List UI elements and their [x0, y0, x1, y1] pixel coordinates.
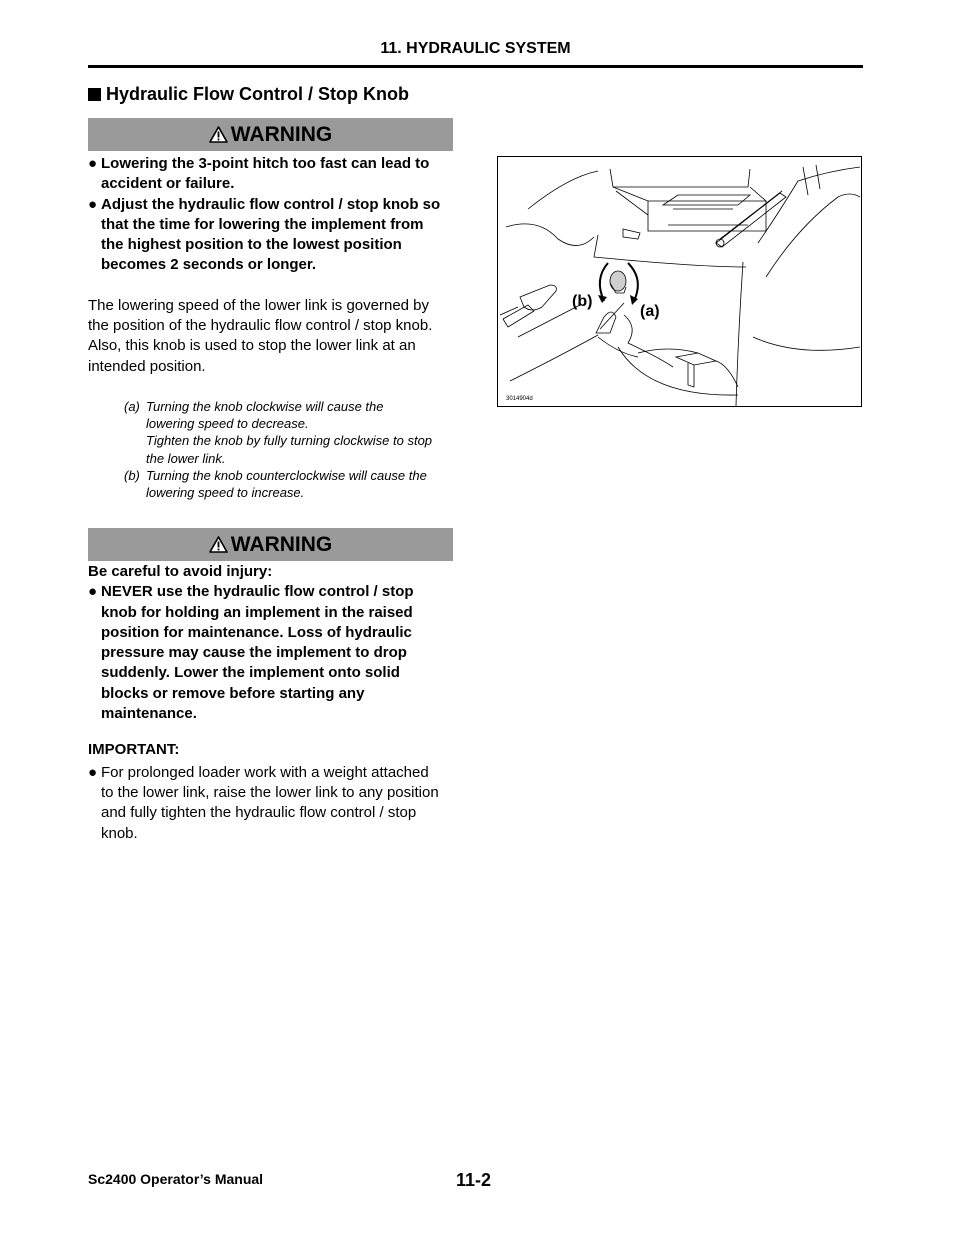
text-line: NEVER use the hydraulic flow control / stop — [101, 583, 414, 601]
text-line: maintenance. — [101, 705, 197, 723]
text-line: blocks or remove before starting any — [101, 684, 365, 702]
figure-code: 3014904d — [506, 396, 533, 402]
warning-triangle-icon — [209, 126, 228, 143]
tractor-seat-area-drawing — [498, 157, 861, 406]
figure-notes — [124, 398, 454, 501]
text-line: knob for holding an implement in the raised — [101, 603, 413, 621]
text-line: that the time for lowering the implement from — [101, 215, 424, 233]
warning-item — [88, 582, 456, 724]
warning-item — [88, 154, 456, 195]
text-line: becomes 2 seconds or longer. — [101, 256, 317, 274]
important-item — [88, 763, 456, 844]
warning-triangle-icon — [209, 536, 228, 553]
text-line: the highest position to the lowest position — [101, 236, 402, 254]
text-line: knob. — [101, 824, 138, 842]
bullet-icon: ● — [88, 764, 98, 781]
text-line: lowering speed to decrease. — [146, 416, 309, 432]
section-title-text: Hydraulic Flow Control / Stop Knob — [106, 84, 409, 104]
bullet-icon: ● — [88, 195, 98, 213]
text-line: and fully tighten the hydraulic flow control / stop — [101, 804, 417, 822]
section-title — [88, 84, 409, 105]
text-line: For prolonged loader work with a weight attached — [101, 764, 429, 781]
label-a: (a) — [640, 303, 660, 320]
important-title — [88, 740, 456, 760]
text-line: intended position. — [88, 357, 206, 375]
text-line: lowering speed to increase. — [146, 485, 305, 501]
body-paragraph — [88, 296, 456, 377]
text-line: the lower link. — [146, 450, 226, 466]
warning-2-list — [88, 562, 456, 724]
warning-label: WARNING — [230, 532, 333, 556]
text-line: Turning the knob counterclockwise will cause the — [146, 467, 427, 483]
text-line: position for maintenance. Loss of hydraulic — [101, 623, 412, 641]
text-line: Adjust the hydraulic flow control / stop knob so — [101, 195, 441, 213]
note-label: (a) — [124, 399, 140, 414]
hydraulic-knob-illustration — [497, 156, 862, 407]
text-line: the position of the hydraulic flow control / stop knob. — [88, 317, 433, 335]
text-line: to the lower link, raise the lower link to any position — [101, 784, 439, 802]
label-b: (b) — [572, 293, 593, 310]
square-bullet-icon — [88, 88, 101, 101]
text-line: Turning the knob clockwise will cause the — [146, 399, 384, 414]
warning-intro: Be careful to avoid injury: — [88, 563, 273, 580]
note-label: (b) — [124, 467, 140, 483]
important-list — [88, 763, 456, 844]
warning-banner — [88, 118, 453, 151]
text-line: pressure may cause the implement to drop — [101, 644, 407, 662]
footer-page-number: 11-2 — [456, 1170, 492, 1190]
header-rule — [88, 65, 863, 68]
text-line: accident or failure. — [101, 175, 235, 193]
text-line: Lowering the 3-point hitch too fast can lead to — [101, 155, 430, 172]
text-line: Tighten the knob by fully turning clockwise to stop — [146, 433, 433, 449]
warning-label: WARNING — [230, 122, 333, 146]
text-line: suddenly. Lower the implement onto solid — [101, 664, 400, 682]
text-line: The lowering speed of the lower link is governed by — [88, 297, 430, 314]
text-line: Also, this knob is used to stop the lower link at an — [88, 337, 416, 355]
note-item — [124, 398, 454, 467]
footer-manual-title: Sc2400 Operator’s Manual — [88, 1171, 264, 1187]
warning-item — [88, 195, 456, 276]
note-item — [124, 467, 454, 501]
warning-banner — [88, 528, 453, 561]
bullet-icon: ● — [88, 583, 98, 601]
bullet-icon: ● — [88, 155, 98, 172]
page-header-title: 11. HYDRAULIC SYSTEM — [380, 40, 571, 57]
warning-1-list — [88, 154, 456, 276]
important-heading: IMPORTANT: — [88, 741, 180, 758]
